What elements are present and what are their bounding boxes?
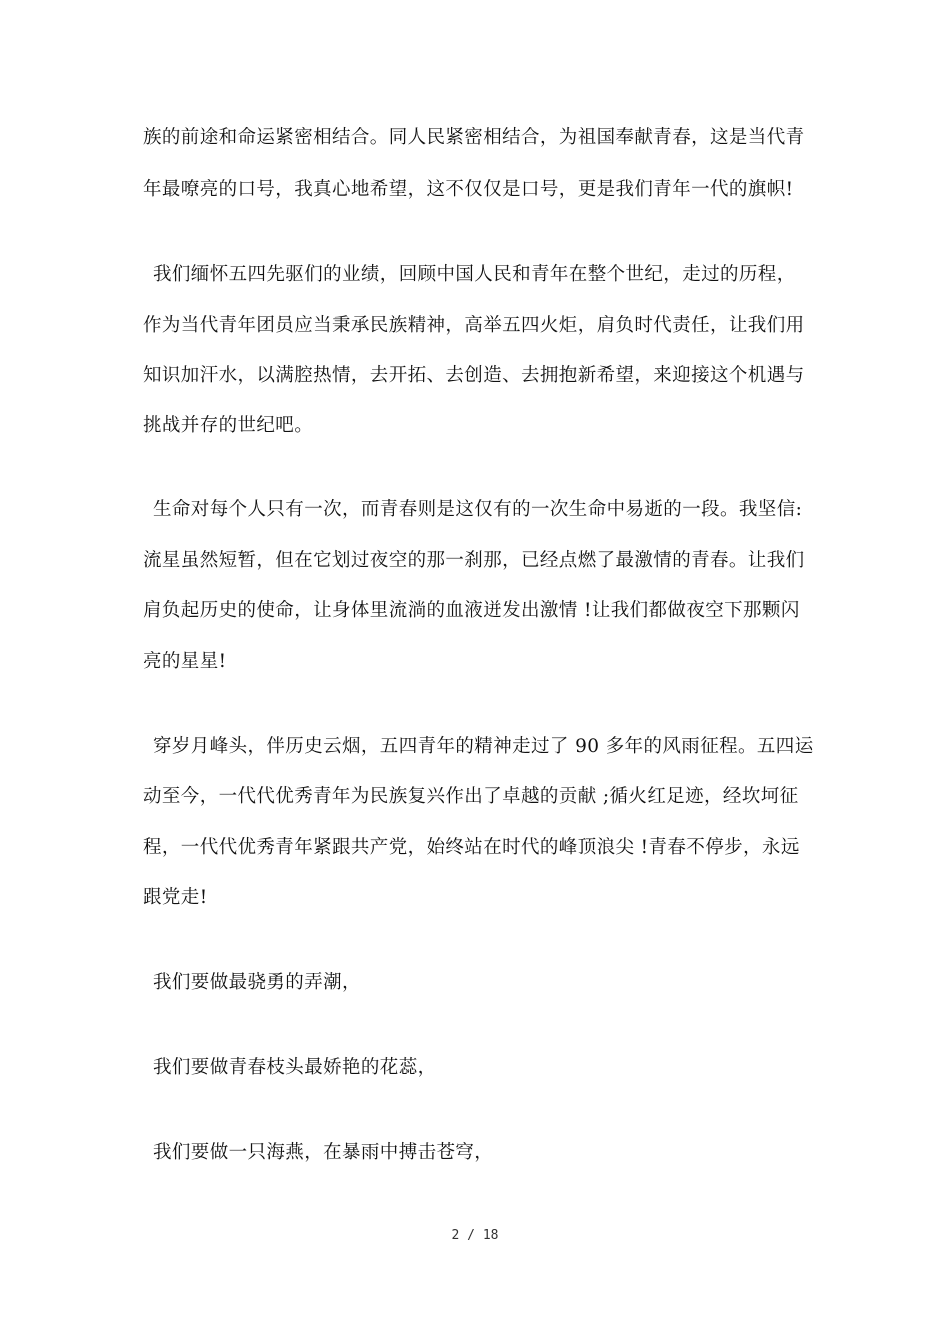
text-line: 肩负起历史的使命，让身体里流淌的血液迸发出激情 !让我们都做夜空下那颗闪 [143, 600, 800, 621]
text-line: 我们要做一只海燕，在暴雨中搏击苍穹， [153, 1142, 494, 1163]
text-line: 流星虽然短暂，但在它划过夜空的那一刹那，已经点燃了最激情的青春。让我们 [143, 550, 805, 571]
text-line: 跟党走! [143, 887, 208, 908]
text-line: 作为当代青年团员应当秉承民族精神，高举五四火炬，肩负时代责任，让我们用 [143, 315, 805, 336]
text-line: 年最嘹亮的口号，我真心地希望，这不仅仅是口号，更是我们青年一代的旗帜! [143, 179, 794, 200]
text-line: 亮的星星! [143, 651, 227, 672]
text-line: 穿岁月峰头，伴历史云烟，五四青年的精神走过了 90 多年的风雨征程。五四运 [153, 736, 814, 757]
page-number: 2 / 18 [451, 1228, 499, 1243]
text-line: 我们要做最骁勇的弄潮， [153, 972, 361, 993]
text-line: 程，一代代优秀青年紧跟共产党，始终站在时代的峰顶浪尖 !青春不停步，永远 [143, 837, 800, 858]
text-line: 我们要做青春枝头最娇艳的花蕊， [153, 1057, 437, 1078]
text-line: 动至今，一代代优秀青年为民族复兴作出了卓越的贡献 ;循火红足迹，经坎坷征 [143, 786, 799, 807]
text-line: 生命对每个人只有一次，而青春则是这仅有的一次生命中易逝的一段。我坚信: [153, 499, 803, 520]
text-line: 知识加汗水，以满腔热情，去开拓、去创造、去拥抱新希望，来迎接这个机遇与 [143, 365, 805, 386]
text-line: 挑战并存的世纪吧。 [143, 415, 314, 436]
text-line: 族的前途和命运紧密相结合。同人民紧密相结合，为祖国奉献青春，这是当代青 [143, 127, 805, 148]
text-line: 我们缅怀五四先驱们的业绩，回顾中国人民和青年在整个世纪，走过的历程， [153, 264, 796, 285]
